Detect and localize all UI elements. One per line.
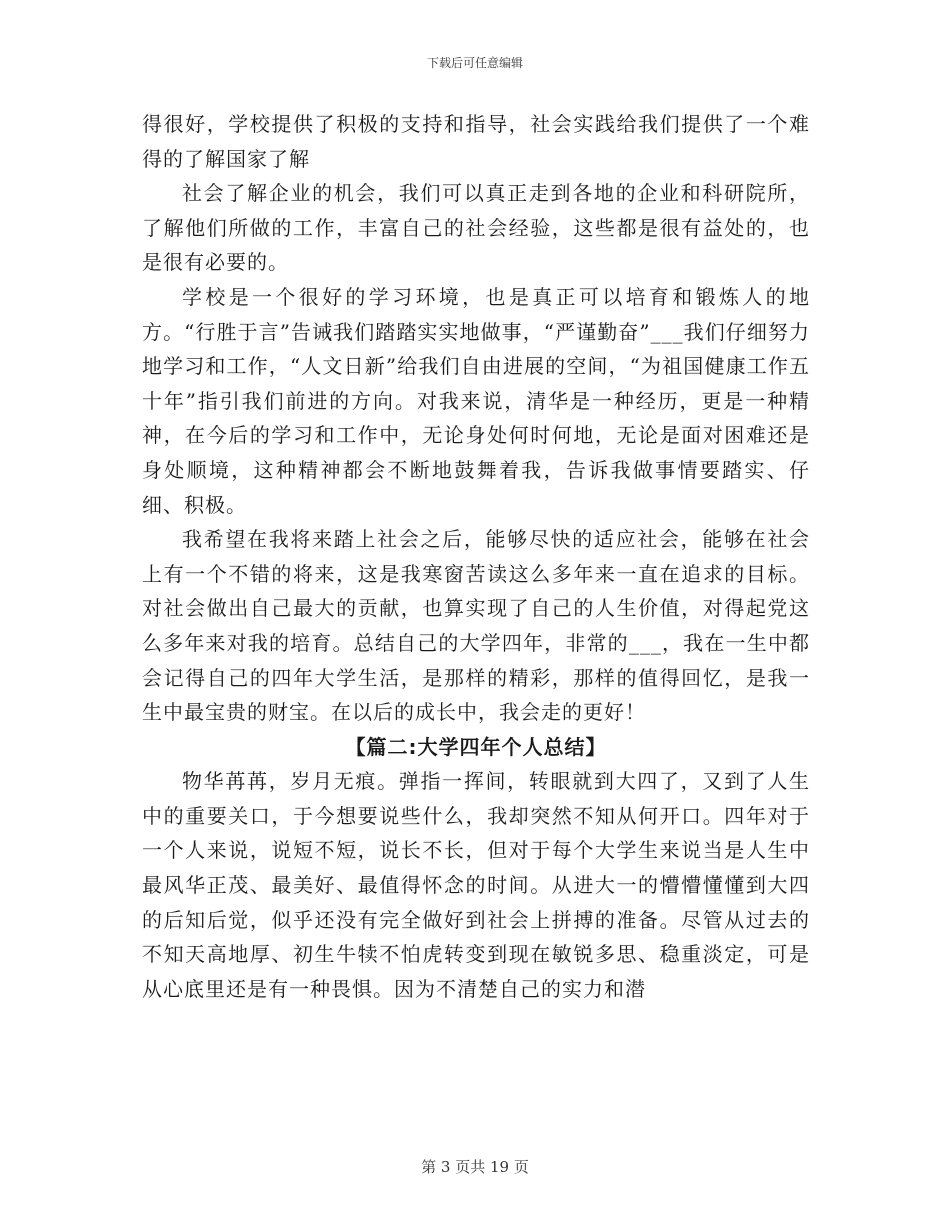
page-header: 下载后可任意编辑 [426,56,523,70]
page-footer: 第 3 页共 19 页 [421,1158,529,1176]
paragraph-continuation: 得很好，学校提供了积极的支持和指导，社会实践给我们提供了一个难得的了解国家了解 [142,112,810,171]
paragraph-school-environment: 学校是一个很好的学习环境，也是真正可以培育和锻炼人的地方。“行胜于言”告诫我们踏踏实实地做事，“严谨勤奋”___我们仔细努力地学习和工作，“人文日新”给我们自由进展的空间，“为祖国健康工作五十年”指引我们前进的方向。对我来说，清华是一种经历，更是一种精神，在今后的学习和工作中，无论身处何时何地，无论是面对困难还是身处顺境，这种精神都会不断地鼓舞着我，告诉我做事情要踏实、仔细、积极。 [142,284,810,517]
document-body [142,107,810,1006]
paragraph-social-practice: 社会了解企业的机会，我们可以真正走到各地的企业和科研院所，了解他们所做的工作，丰富自己的社会经验，这些都是很有益处的，也是很有必要的。 [142,181,810,275]
paragraph-four-years: 物华苒苒，岁月无痕。弹指一挥间，转眼就到大四了，又到了人生中的重要关口，于今想要说些什么，我却突然不知从何开口。四年对于一个人来说，说短不短，说长不长，但对于每个大学生来说当是人生中最风华正茂、最美好、最值得怀念的时间。从进大一的懵懵懂懂到大四的后知后觉，似乎还没有完全做好到社会上拼搏的准备。尽管从过去的不知天高地厚、初生牛犊不怕虎转变到现在敏锐多思、稳重淡定，可是从心底里还是有一种畏惧。因为不清楚自己的实力和潜 [142,769,810,1001]
paragraph-future-hopes: 我希望在我将来踏上社会之后，能够尽快的适应社会，能够在社会上有一个不错的将来，这是我寒窗苦读这么多年来一直在追求的目标。对社会做出自己最大的贡献，也算实现了自己的人生价值，对得起党这么多年来对我的培育。总结自己的大学四年，非常的___，我在一生中都会记得自己的四年大学生活，是那样的精彩，那样的值得回忆，是我一生中最宝贵的财宝。在以后的成长中，我会走的更好！ [142,527,810,725]
section-title: 【篇二:大学四年个人总结】 [345,734,607,759]
